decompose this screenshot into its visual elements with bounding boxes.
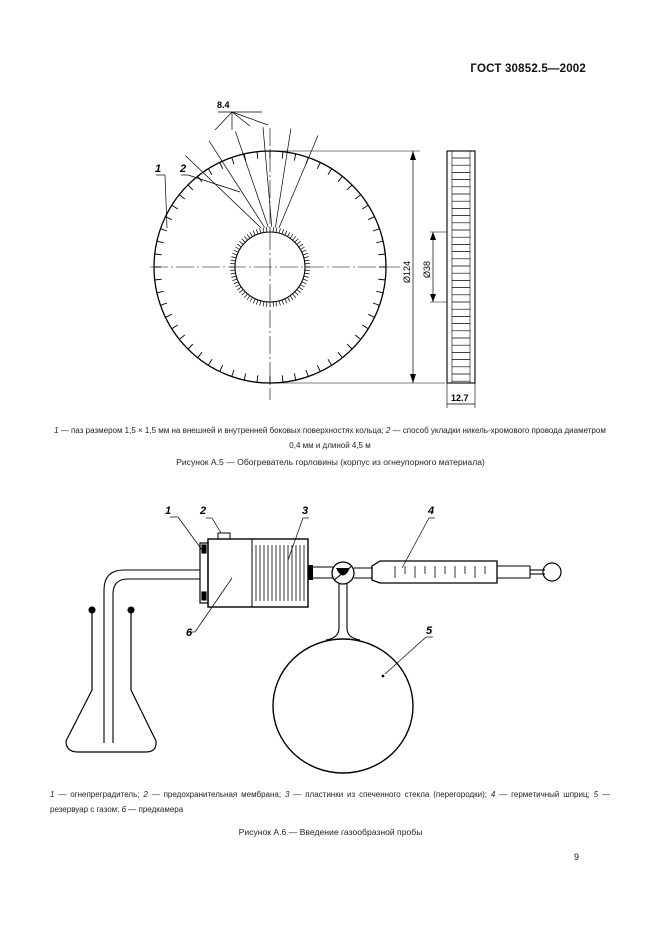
- outer-slot-mark: [161, 303, 168, 305]
- inner-slot-mark: [299, 287, 303, 290]
- inner-slot-mark: [247, 234, 250, 238]
- inner-slot-mark: [295, 292, 299, 296]
- wire-line: [275, 129, 291, 228]
- inner-slot-mark: [297, 290, 301, 293]
- outer-slot-mark: [244, 373, 246, 380]
- outer-slot-mark: [188, 344, 193, 349]
- outer-slot-mark: [347, 185, 352, 190]
- outer-slot-mark: [208, 359, 212, 365]
- dim-top-label: 8.4: [217, 100, 230, 110]
- outer-slot-mark: [232, 158, 234, 165]
- inner-slot-mark: [260, 301, 261, 306]
- inner-slot-mark: [253, 299, 255, 304]
- page-number: 9: [573, 852, 579, 862]
- inner-slot-mark: [244, 236, 247, 240]
- inner-slot-mark: [244, 294, 247, 298]
- outer-slot-mark: [157, 291, 164, 293]
- inner-slot-mark: [231, 257, 236, 258]
- inner-slot-mark: [232, 253, 237, 255]
- legend-number: 6: [121, 805, 127, 814]
- outer-slot-mark: [317, 163, 320, 169]
- inner-slot-mark: [237, 287, 241, 290]
- inner-slot-mark: [260, 228, 261, 233]
- figure-a6-drawing: [0, 495, 661, 785]
- outer-slot-mark: [220, 163, 223, 169]
- inner-slot-mark: [305, 273, 310, 274]
- inner-slot-mark: [235, 247, 239, 250]
- legend-number: 4: [490, 790, 496, 799]
- legend-number: 2: [385, 426, 391, 435]
- inner-slot-mark: [247, 296, 250, 300]
- outer-slot-mark: [338, 176, 342, 182]
- outer-slot-mark: [188, 185, 193, 190]
- outer-slot-mark: [179, 195, 185, 199]
- wire-line: [279, 136, 318, 229]
- inner-slot-mark: [288, 297, 291, 301]
- figure-a6-caption: Рисунок А.6 — Введение газообразной пробы: [238, 827, 423, 837]
- wire-line: [185, 156, 261, 229]
- inner-slot-mark: [250, 297, 253, 301]
- inner-slot-mark: [253, 231, 255, 236]
- inner-slot-mark: [290, 234, 293, 238]
- legend-text: — способ укладки никель-хромового провода диаметром 0,4 мм и длиной 4,5 м: [289, 426, 606, 450]
- legend-text: — огнепреградитель;: [54, 790, 144, 799]
- inner-slot-mark: [299, 244, 303, 247]
- inner-slot-mark: [285, 299, 287, 304]
- inner-slot-mark: [300, 247, 304, 250]
- inner-slot-mark: [256, 229, 258, 234]
- legend-text: — резервуар с газом;: [50, 790, 610, 814]
- inner-slot-mark: [242, 239, 246, 243]
- figure-a5-legend: [50, 423, 610, 453]
- inner-slot-mark: [282, 229, 284, 234]
- outer-slot-mark: [376, 291, 383, 293]
- outer-slot-mark: [355, 335, 361, 339]
- figure-a6-label-3: 3: [302, 505, 309, 517]
- inner-slot-mark: [234, 250, 239, 252]
- figure-a6-label-1: 1: [165, 505, 172, 517]
- outer-slot-mark: [368, 217, 374, 220]
- inner-slot-mark: [303, 279, 308, 281]
- inner-slot-mark: [239, 241, 243, 244]
- figure-a6-label-6: 6: [186, 627, 193, 639]
- inner-slot-mark: [237, 244, 241, 247]
- inner-slot-mark: [279, 301, 280, 306]
- syringe-scale: [395, 566, 485, 578]
- outer-slot-mark: [362, 205, 368, 209]
- outer-slot-mark: [378, 254, 385, 255]
- inner-slot-mark: [239, 290, 243, 293]
- legend-text: — паз размером 1,5 × 1,5 мм на внешней и внутренней боковых поверхностях кольца;: [58, 426, 386, 435]
- inner-slot-mark: [285, 231, 287, 236]
- outer-slot-mark: [328, 359, 332, 365]
- outer-slot-mark: [282, 152, 283, 159]
- figure-a6-label-4: 4: [428, 505, 435, 517]
- outer-slot-mark: [378, 279, 385, 280]
- inner-slot-mark: [234, 282, 239, 284]
- outer-slot-mark: [257, 152, 258, 159]
- outer-slot-mark: [155, 254, 162, 255]
- figure-a6-label-2: 2: [200, 505, 207, 517]
- inner-slot-mark: [263, 302, 264, 307]
- legend-text: — герметичный шприц;: [495, 790, 594, 799]
- legend-text: — предохранительная мембрана;: [147, 790, 285, 799]
- legend-number: 5: [593, 790, 599, 799]
- outer-slot-mark: [368, 314, 374, 317]
- outer-slot-mark: [208, 169, 212, 175]
- outer-slot-mark: [328, 169, 332, 175]
- outer-slot-mark: [161, 229, 168, 231]
- outer-slot-mark: [317, 365, 320, 371]
- inner-slot-mark: [302, 250, 307, 252]
- outer-slot-mark: [220, 365, 223, 371]
- outer-slot-mark: [257, 375, 258, 382]
- outer-slot-mark: [338, 352, 342, 358]
- inner-slot-mark: [231, 260, 236, 261]
- outer-slot-mark: [376, 241, 383, 243]
- inner-slot-mark: [304, 257, 309, 258]
- outer-slot-mark: [362, 325, 368, 329]
- outer-slot-mark: [294, 154, 296, 161]
- wire-line: [235, 131, 268, 227]
- dim-width-label: 12.7: [451, 393, 469, 403]
- inner-slot-mark: [276, 228, 277, 233]
- inner-slot-mark: [276, 302, 277, 307]
- legend-number: 3: [284, 790, 290, 799]
- inner-slot-mark: [235, 285, 239, 288]
- outer-slot-mark: [306, 370, 308, 377]
- figure-a5-drawing: [0, 0, 661, 420]
- inner-slot-mark: [293, 236, 296, 240]
- legend-number: 1: [50, 790, 55, 799]
- inner-slot-mark: [297, 241, 301, 244]
- inner-slot-mark: [290, 296, 293, 300]
- inner-slot-mark: [231, 273, 236, 274]
- inner-slot-mark: [293, 294, 296, 298]
- outer-slot-mark: [355, 195, 361, 199]
- inner-slot-mark: [305, 260, 310, 261]
- figure-a5-caption: Рисунок А.5 — Обогреватель горловины (корпус из огнеупорного материала): [176, 457, 485, 467]
- inner-slot-mark: [250, 232, 253, 236]
- legend-text: — предкамера: [126, 805, 184, 814]
- wire-line: [263, 127, 272, 227]
- outer-slot-mark: [373, 229, 380, 231]
- outer-slot-mark: [282, 375, 283, 382]
- inner-slot-mark: [282, 300, 284, 305]
- outer-slot-mark: [157, 241, 164, 243]
- outer-slot-mark: [198, 352, 202, 358]
- wire-layout-lines: [185, 127, 318, 228]
- side-view-ribs: [452, 158, 470, 381]
- inner-slot-mark: [256, 300, 258, 305]
- inner-slot-mark: [302, 282, 307, 284]
- dim-inner-diameter: Ø38: [422, 260, 432, 278]
- outer-slot-mark: [172, 325, 178, 329]
- inner-slot-mark: [263, 228, 264, 233]
- inner-slot-mark: [232, 279, 237, 281]
- figure-a6-legend: [50, 787, 610, 817]
- inner-slot-mark: [300, 285, 304, 288]
- inner-slot-mark: [231, 276, 236, 277]
- outer-slot-mark: [155, 279, 162, 280]
- outer-slot-mark: [166, 314, 172, 317]
- wire-line: [209, 141, 265, 228]
- inner-slot-mark: [242, 292, 246, 296]
- figure-a6-label-5: 5: [426, 625, 433, 637]
- outer-slot-mark: [347, 344, 352, 349]
- figure-a5-label-1: 1: [155, 163, 162, 175]
- inner-slot-mark: [288, 232, 291, 236]
- legend-number: 1: [54, 426, 59, 435]
- sintered-glass-plates: [256, 545, 304, 601]
- inner-slot-mark: [295, 239, 299, 243]
- outer-slot-mark: [232, 370, 234, 377]
- outer-slot-mark: [179, 335, 185, 339]
- outer-slot-mark: [172, 205, 178, 209]
- inner-slot-mark: [279, 228, 280, 233]
- legend-text: — пластинки из спеченного стекла (перегородки);: [289, 790, 491, 799]
- legend-number: 2: [143, 790, 148, 799]
- figure-a5-label-2: 2: [180, 163, 187, 175]
- outer-slot-mark: [294, 373, 296, 380]
- outer-slot-mark: [373, 303, 380, 305]
- dim-outer-diameter: Ø124: [402, 260, 412, 283]
- inner-slot-mark: [303, 253, 308, 255]
- inner-slot-mark: [304, 276, 309, 277]
- standard-header: ГОСТ 30852.5—2002: [470, 63, 586, 75]
